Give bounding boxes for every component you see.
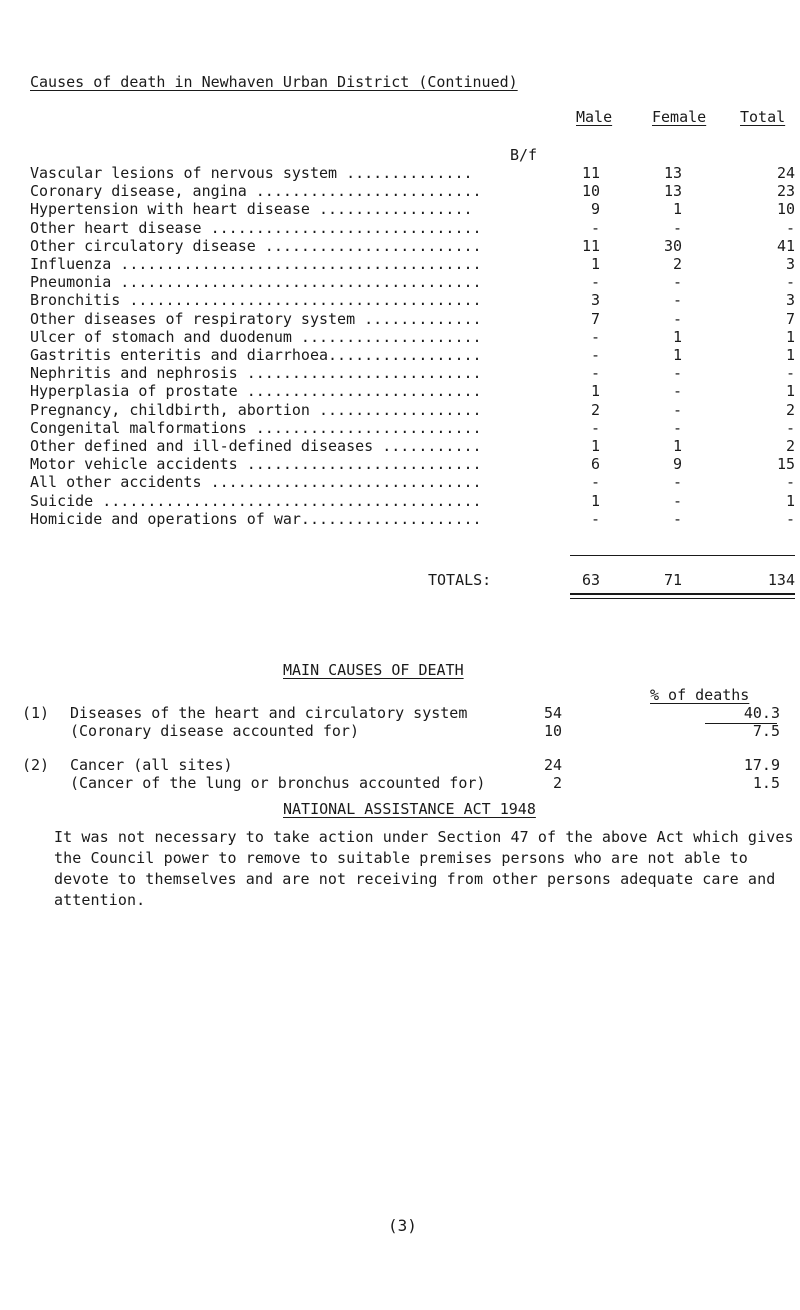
row-male-value: - — [590, 419, 600, 437]
row-label: Other circulatory disease ........................ — [30, 237, 482, 255]
row-total-value: - — [785, 419, 795, 437]
total-column-header: Total — [740, 108, 786, 126]
row-male-value: - — [590, 346, 600, 364]
row-label: All other accidents .............................. — [30, 473, 482, 491]
row-male-value: 1 — [590, 492, 600, 510]
totals-rule-top — [570, 555, 795, 556]
row-total-value: 1 — [785, 382, 795, 400]
row-male-value: 3 — [590, 291, 600, 309]
row-female-value: 2 — [672, 255, 682, 273]
row-total-value: 41 — [776, 237, 795, 255]
row-label: Bronchitis ....................................... — [30, 291, 482, 309]
row-male-value: - — [590, 328, 600, 346]
row-label: Hypertension with heart disease ................. — [30, 200, 473, 218]
main-cause-label: (Coronary disease accounted for) — [70, 722, 359, 740]
row-female-value: 30 — [663, 237, 682, 255]
row-male-value: 9 — [590, 200, 600, 218]
row-female-value: 1 — [672, 200, 682, 218]
row-female-value: 13 — [663, 164, 682, 182]
row-male-value: 2 — [590, 401, 600, 419]
row-label: Other diseases of respiratory system ............. — [30, 310, 482, 328]
row-male-value: 11 — [581, 237, 600, 255]
female-column-header: Female — [652, 108, 707, 126]
row-label: Hyperplasia of prostate .......................... — [30, 382, 482, 400]
row-female-value: - — [672, 401, 682, 419]
row-total-value: 23 — [776, 182, 795, 200]
main-cause-pct: 1.5 — [752, 774, 780, 792]
row-female-value: 1 — [672, 346, 682, 364]
row-male-value: - — [590, 364, 600, 382]
row-total-value: - — [785, 510, 795, 528]
row-label: Gastritis enteritis and diarrhoea................. — [30, 346, 482, 364]
row-label: Pneumonia ........................................ — [30, 273, 482, 291]
row-total-value: 7 — [785, 310, 795, 328]
row-male-value: 1 — [590, 437, 600, 455]
main-cause-num: (1) — [22, 704, 50, 722]
main-cause-pct: 17.9 — [743, 756, 780, 774]
row-label: Vascular lesions of nervous system .............. — [30, 164, 473, 182]
row-total-value: 15 — [776, 455, 795, 473]
row-total-value: 1 — [785, 492, 795, 510]
main-causes-heading: MAIN CAUSES OF DEATH — [283, 661, 464, 679]
row-total-value: 3 — [785, 255, 795, 273]
row-total-value: 1 — [785, 328, 795, 346]
row-female-value: - — [672, 510, 682, 528]
row-label: Ulcer of stomach and duodenum .................... — [30, 328, 482, 346]
row-male-value: - — [590, 219, 600, 237]
row-female-value: - — [672, 219, 682, 237]
totals-male: 63 — [581, 571, 600, 589]
row-male-value: 10 — [581, 182, 600, 200]
row-label: Influenza ........................................ — [30, 255, 482, 273]
row-male-value: 1 — [590, 382, 600, 400]
row-female-value: 13 — [663, 182, 682, 200]
row-label: Motor vehicle accidents .......................... — [30, 455, 482, 473]
row-label: Suicide .......................................... — [30, 492, 482, 510]
national-assistance-body: It was not necessary to take action under Section 47 of the above Act which gives the Council power to remove to suitable premises persons who are not able to devote to themselves and are not receiving from other persons adequate care and attention. — [54, 828, 794, 909]
totals-rule-bottom-1 — [570, 593, 795, 595]
row-total-value: 2 — [785, 437, 795, 455]
row-male-value: - — [590, 473, 600, 491]
row-female-value: 1 — [672, 328, 682, 346]
main-cause-count: 24 — [543, 756, 562, 774]
row-male-value: 11 — [581, 164, 600, 182]
percent-deaths-header: % of deaths — [650, 686, 750, 704]
row-total-value: 24 — [776, 164, 795, 182]
main-cause-count: 54 — [543, 704, 562, 722]
national-assistance-heading: NATIONAL ASSISTANCE ACT 1948 — [283, 800, 536, 818]
row-label: Coronary disease, angina ......................... — [30, 182, 482, 200]
totals-label: TOTALS: — [428, 571, 492, 589]
row-female-value: - — [672, 419, 682, 437]
row-label: Pregnancy, childbirth, abortion .................. — [30, 401, 482, 419]
main-cause-num: (2) — [22, 756, 50, 774]
row-female-value: - — [672, 291, 682, 309]
row-female-value: 1 — [672, 437, 682, 455]
row-label: Homicide and operations of war.................... — [30, 510, 482, 528]
main-cause-pct: 40.3 — [743, 704, 780, 722]
row-female-value: - — [672, 492, 682, 510]
row-label: Nephritis and nephrosis .......................... — [30, 364, 482, 382]
page-title: Causes of death in Newhaven Urban District (Continued) — [30, 73, 518, 91]
main-cause-count: 10 — [543, 722, 562, 740]
row-female-value: - — [672, 310, 682, 328]
row-male-value: 6 — [590, 455, 600, 473]
row-total-value: 1 — [785, 346, 795, 364]
row-total-value: - — [785, 364, 795, 382]
brought-forward-label: B/f — [510, 146, 538, 164]
row-total-value: 3 — [785, 291, 795, 309]
row-total-value: 10 — [776, 200, 795, 218]
main-cause-count: 2 — [552, 774, 562, 792]
main-cause-label: (Cancer of the lung or bronchus accounted for) — [70, 774, 486, 792]
row-female-value: 9 — [672, 455, 682, 473]
row-female-value: - — [672, 382, 682, 400]
main-cause-label: Diseases of the heart and circulatory system — [70, 704, 468, 722]
row-male-value: 1 — [590, 255, 600, 273]
row-total-value: - — [785, 219, 795, 237]
row-label: Congenital malformations ......................... — [30, 419, 482, 437]
row-male-value: - — [590, 510, 600, 528]
row-female-value: - — [672, 473, 682, 491]
row-label: Other defined and ill-defined diseases ........... — [30, 437, 482, 455]
row-female-value: - — [672, 364, 682, 382]
main-cause-label: Cancer (all sites) — [70, 756, 233, 774]
totals-total: 134 — [767, 571, 795, 589]
page-number: (3) — [388, 1216, 417, 1235]
totals-female: 71 — [663, 571, 682, 589]
row-total-value: - — [785, 473, 795, 491]
row-label: Other heart disease .............................. — [30, 219, 482, 237]
main-cause-pct: 7.5 — [752, 722, 780, 740]
row-total-value: - — [785, 273, 795, 291]
row-male-value: 7 — [590, 310, 600, 328]
row-total-value: 2 — [785, 401, 795, 419]
male-column-header: Male — [576, 108, 613, 126]
row-female-value: - — [672, 273, 682, 291]
row-male-value: - — [590, 273, 600, 291]
totals-rule-bottom-2 — [570, 598, 795, 599]
